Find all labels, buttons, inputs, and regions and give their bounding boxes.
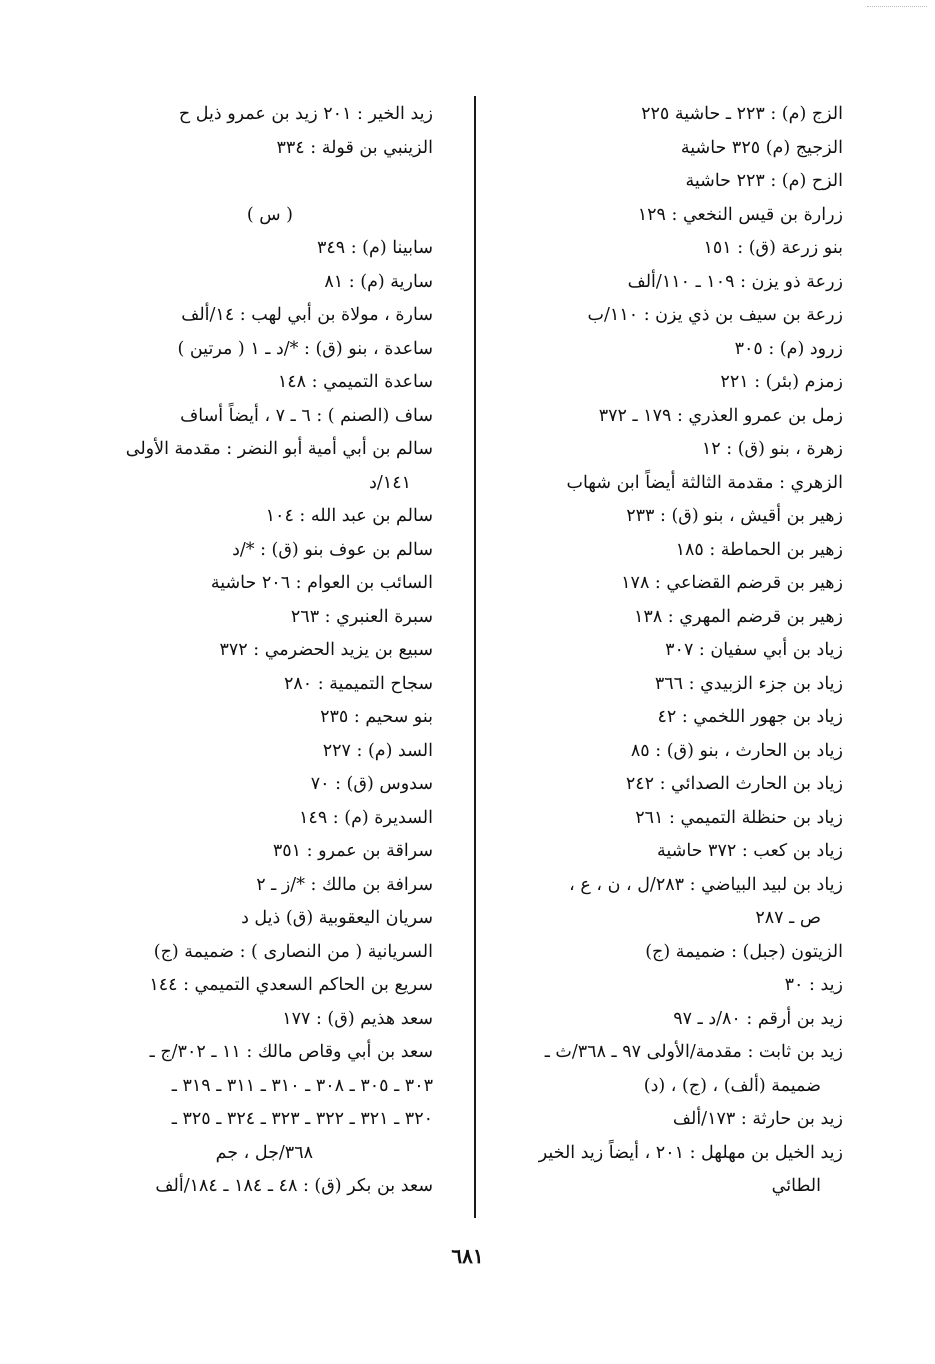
index-entry: السد (م) : ٢٢٧: [322, 740, 433, 761]
entry-continuation: ٣٦٨/جل ، جم: [215, 1142, 313, 1163]
column-divider: [474, 96, 476, 1218]
index-entry: الزيتون (جبل) : ضميمة (ج): [645, 941, 843, 962]
index-entry: زمزم (بئر) : ٢٢١: [720, 372, 843, 392]
index-entry: زهير بن قرضم القضاعي : ١٧٨: [621, 573, 843, 593]
index-entry: سبرة العنبري : ٢٦٣: [290, 606, 433, 627]
index-entry: زياد بن حنظلة التميمي : ٢٦١: [635, 807, 843, 828]
index-entry: الزينبي بن قولة : ٣٣٤: [276, 137, 433, 158]
entry-line: زياد بن لبيد البياضي : ٢٨٣/ل ، ن ، ع ،: [569, 874, 843, 895]
index-entry: زهير بن قرضم المهري : ١٣٨: [634, 606, 843, 627]
entry-line: زيد الخيل بن مهلهل : ٢٠١ ، أيضاً زيد الخير: [538, 1142, 843, 1163]
index-entry: زيد الخير : ٢٠١ زيد بن عمرو ذيل ح: [178, 104, 433, 124]
index-entry: سارة ، مولاة بن أبي لهب : ١٤/ألف: [181, 305, 433, 325]
spacer: [93, 165, 433, 199]
section-heading: ( س ): [246, 204, 293, 225]
entry-line: زيد بن ثابت : مقدمة/الأولى ٩٧ ـ ٣٦٨/ث ـ: [544, 1042, 843, 1062]
index-entry: سعد هذيم (ق) : ١٧٧: [282, 1008, 433, 1029]
index-entry: السائب بن العوام : ٢٠٦ حاشية: [210, 573, 433, 593]
index-entry: [463, 1036, 843, 1103]
entry-continuation: الطائي: [771, 1176, 821, 1196]
index-entry: زيد بن أرقم : ٨٠/د ـ ٩٧: [673, 1008, 843, 1029]
index-entry: ساعدة ، بنو (ق) : */د ـ ١ ( مرتين ): [177, 338, 433, 359]
index-entry: زيد : ٣٠: [784, 975, 843, 995]
entry-line: سالم بن أبي أمية أبو النضر : مقدمة الأولى: [125, 439, 433, 459]
entry-continuation: ١٤١/د: [369, 472, 411, 493]
index-entry: سعد بن بكر (ق) : ٤٨ ـ ١٨٤ ـ ١٨٤/ألف: [155, 1176, 433, 1196]
index-entry: زياد بن أبي سفيان : ٣٠٧: [665, 640, 843, 660]
index-entry: بنو سحيم : ٢٣٥: [320, 707, 433, 727]
index-entry: الزج (م) : ٢٢٣ ـ حاشية ٢٢٥: [641, 104, 843, 124]
index-entry: الزجيج (م) ٣٢٥ حاشية: [680, 137, 843, 158]
index-entry: سراقة بن عمرو : ٣٥١: [272, 841, 433, 861]
index-entry: الزح (م) : ٢٢٣ حاشية: [685, 171, 843, 191]
index-entry: زياد بن جهور اللخمي : ٤٢: [657, 707, 843, 727]
index-entry: سابينا (م) : ٣٤٩: [316, 238, 433, 258]
index-entry: السريانية ( من النصارى ) : ضميمة (ج): [153, 941, 433, 962]
index-entry: زرود (م) : ٣٠٥: [734, 338, 843, 359]
index-entry: [93, 433, 433, 500]
index-entry: [463, 1137, 843, 1204]
index-entry: سريان اليعقوبية (ق) ذيل د: [241, 908, 433, 928]
index-entry: زهرة ، بنو (ق) : ١٢: [701, 439, 843, 459]
section-entries: [93, 232, 433, 1204]
index-entry: زياد بن الحارث ، بنو (ق) : ٨٥: [630, 740, 843, 761]
index-column-right: [463, 98, 843, 1204]
index-entry: [93, 1036, 433, 1170]
entry-continuation: ص ـ ٢٨٧: [755, 908, 821, 928]
index-entry: بنو زرعة (ق) : ١٥١: [703, 238, 843, 258]
index-entry: سريع بن الحاكم السعدي التميمي : ١٤٤: [149, 975, 433, 995]
index-entry: السديرة (م) : ١٤٩: [299, 807, 433, 828]
index-entry: [463, 869, 843, 936]
index-entry: سالم بن عوف بنو (ق) : */د: [232, 539, 433, 560]
index-entry: زياد بن جزء الزبيدي : ٣٦٦: [654, 673, 843, 694]
index-entry: ساعدة التميمي : ١٤٨: [277, 372, 433, 392]
index-entry: زرعة ذو يزن : ١٠٩ ـ ١١٠/ألف: [627, 271, 843, 292]
entry-continuation: ٣٢٠ ـ ٣٢١ ـ ٣٢٢ ـ ٣٢٣ ـ ٣٢٤ ـ ٣٢٥ ـ: [171, 1109, 433, 1129]
index-entry: زياد بن الحارث الصدائي : ٢٤٢: [625, 774, 843, 794]
index-entry: زيد بن حارثة : ١٧٣/ألف: [672, 1109, 843, 1129]
entry-continuation: ٣٠٣ ـ ٣٠٥ ـ ٣٠٨ ـ ٣١٠ ـ ٣١١ ـ ٣١٩ ـ: [171, 1075, 433, 1096]
entry-line: سعد بن أبي وقاص مالك : ١١ ـ ٣٠٢/ج ـ: [149, 1042, 433, 1062]
index-entry: سرافة بن مالك : */ز ـ ٢: [256, 874, 433, 895]
scan-artifact: [867, 6, 927, 8]
index-entry: زمل بن عمرو العذري : ١٧٩ ـ ٣٧٢: [598, 405, 843, 426]
entry-continuation: ضميمة (ألف) ، (ج) ، (د): [643, 1075, 821, 1096]
index-entry: سبيع بن يزيد الحضرمي : ٣٧٢: [219, 640, 433, 660]
index-entry: سالم بن عبد الله : ١٠٤: [265, 506, 433, 526]
index-entry: زهير بن أقيش ، بنو (ق) : ٢٣٣: [626, 506, 843, 526]
index-entry: سجاح التميمية : ٢٨٠: [283, 673, 433, 694]
page-number: ٦٨١: [451, 1244, 484, 1268]
index-entry: سدوس (ق) : ٧٠: [310, 774, 433, 794]
index-entry: الزهري : مقدمة الثالثة أيضاً ابن شهاب: [566, 472, 843, 493]
index-entry: زياد بن كعب : ٣٧٢ حاشية: [657, 841, 843, 861]
index-entry: زهير بن الحماطة : ١٨٥: [675, 539, 843, 560]
index-entry: سارية (م) : ٨١: [324, 271, 433, 292]
index-entry: زرعة بن سيف بن ذي يزن : ١١٠/ب: [587, 305, 843, 325]
index-entry: زرارة بن قيس النخعي : ١٢٩: [637, 204, 843, 225]
index-column-left: [93, 98, 433, 1204]
index-entry: ساف (الصنم ) : ٦ ـ ٧ ، أيضاً أساف: [180, 405, 433, 426]
